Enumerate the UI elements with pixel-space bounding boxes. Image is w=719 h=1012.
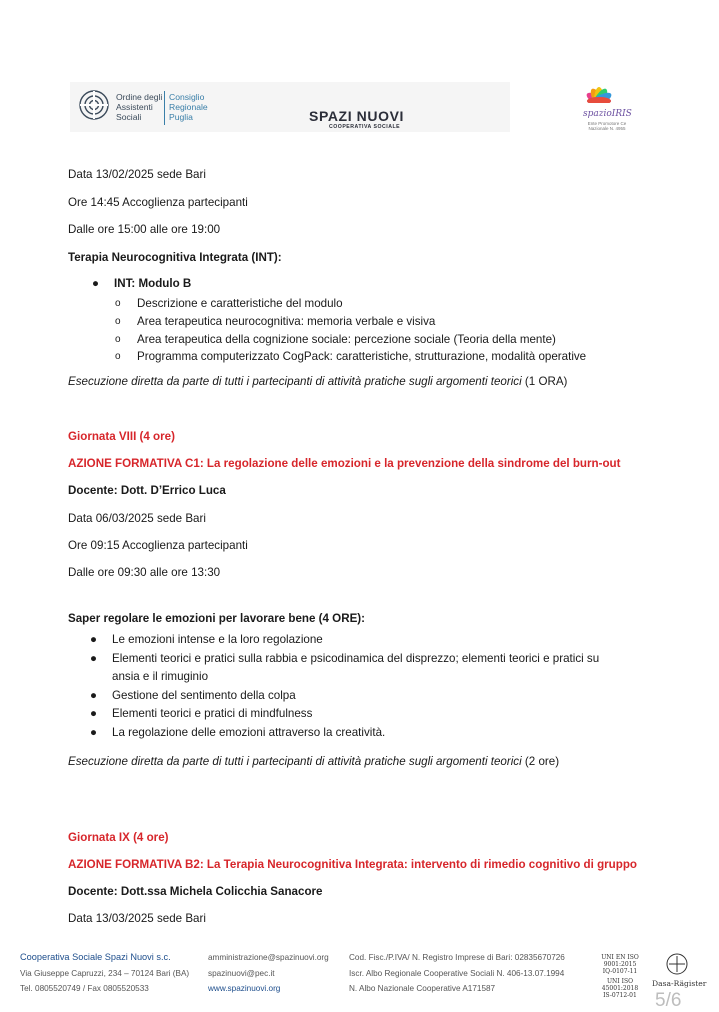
list-item: o Area terapeutica della cognizione sociale: percezione sociale (Teoria della mente): [137, 331, 586, 349]
spazi-nuovi-subtitle: COOPERATIVA SOCIALE: [329, 124, 401, 130]
module-sub-list: [115, 295, 587, 366]
header-divider: [164, 91, 165, 125]
arrival-time-line: Ore 09:15 Accoglienza partecipanti: [68, 539, 248, 552]
dasa-register-label: Dasa-Rägister: [652, 979, 707, 988]
spazio-iris-text: spazioIRIS: [583, 109, 632, 119]
dasa-certification-icon: [666, 953, 688, 975]
bullet-icon: ●: [92, 277, 100, 290]
iso-certifications: UNI EN ISO 9001:2015 IQ-0107-11 UNI ISO 45001:2018 IS-0712-01: [601, 954, 639, 999]
page-number: 5/6: [655, 990, 682, 1011]
arrival-time-line: Ore 14:45 Accoglienza partecipanti: [68, 196, 248, 209]
spazio-iris-subtitle: Ente Promotore Ce Nazionale N. 4955: [587, 121, 627, 131]
footer-company: [20, 950, 189, 997]
practice-note: Esecuzione diretta da parte di tutti i partecipanti di attività pratiche sugli argomenti teorici (2 ore): [68, 755, 560, 768]
bullet-icon: ●: [90, 707, 98, 721]
docente-line: Docente: Dott. D’Errico Luca: [68, 484, 226, 497]
ordine-assistenti-sociali-logo-icon: [78, 89, 110, 121]
list-item: o Programma computerizzato CogPack: caratteristiche, strutturazione, modalità operative: [137, 348, 586, 366]
practice-note: Esecuzione diretta da parte di tutti i partecipanti di attività pratiche sugli argomenti teorici (1 ORA): [68, 375, 568, 388]
module-list: [92, 277, 192, 295]
topics-list: [90, 631, 600, 743]
giornata-heading: Giornata VIII (4 ore): [68, 430, 175, 443]
date-line: Data 13/02/2025 sede Bari: [68, 168, 206, 181]
section-title: Terapia Neurocognitiva Integrata (INT):: [68, 251, 282, 264]
footer-contacts: [208, 950, 329, 997]
website-link[interactable]: www.spazinuovi.org: [208, 984, 281, 993]
date-line: Data 13/03/2025 sede Bari: [68, 912, 206, 925]
list-item: o Descrizione e caratteristiche del modulo: [137, 295, 586, 313]
list-item: ● Gestione del sentimento della colpa: [112, 687, 599, 706]
circle-bullet-icon: o: [115, 333, 121, 345]
circle-bullet-icon: o: [115, 351, 121, 363]
list-item-continuation: ansia e il rimuginio: [112, 670, 209, 684]
company-name: Cooperativa Sociale Spazi Nuovi s.c.: [20, 952, 171, 962]
email-admin[interactable]: amministrazione@spazinuovi.org: [208, 953, 329, 962]
azione-formativa-heading: AZIONE FORMATIVA C1: La regolazione delle emozioni e la prevenzione della sindrome del burn-out: [68, 457, 621, 470]
module-item: [92, 277, 192, 295]
ordine-text: Ordine degli Assistenti Sociali: [116, 92, 163, 123]
docente-line: Docente: Dott.ssa Michela Colicchia Sanacore: [68, 885, 323, 898]
module-label: INT: Modulo B: [114, 277, 192, 290]
email-pec[interactable]: spazinuovi@pec.it: [208, 968, 275, 978]
date-line: Data 06/03/2025 sede Bari: [68, 512, 206, 525]
circle-bullet-icon: o: [115, 315, 121, 327]
footer-registry: Cod. Fisc./P.IVA/ N. Registro Imprese di Bari: 02835670726 Iscr. Albo Regionale Cooperative Sociali N. 406-13.07.1994 N. Albo Nazionale Cooperative A171587: [349, 953, 565, 993]
consiglio-regionale-text: Consiglio Regionale Puglia: [169, 92, 208, 123]
list-item: ● Le emozioni intense e la loro regolazione: [112, 631, 599, 650]
company-phone: Tel. 0805520749 / Fax 0805520533: [20, 984, 149, 993]
section-title: Saper regolare le emozioni per lavorare bene (4 ORE):: [68, 612, 366, 625]
spazi-nuovi-logo: SPAZI NUOVI: [309, 108, 405, 124]
giornata-heading: Giornata IX (4 ore): [68, 831, 169, 844]
azione-formativa-heading: AZIONE FORMATIVA B2: La Terapia Neurocognitiva Integrata: intervento di rimedio cognitivo di gruppo: [68, 858, 637, 871]
time-range-line: Dalle ore 09:30 alle ore 13:30: [68, 566, 221, 579]
bullet-icon: ●: [90, 651, 98, 665]
bullet-icon: ●: [90, 633, 98, 646]
list-item: o Area terapeutica neurocognitiva: memoria verbale e visiva: [137, 313, 586, 331]
list-item: ● La regolazione delle emozioni attraverso la creatività.: [112, 724, 599, 743]
bullet-icon: ●: [90, 688, 98, 702]
list-item: ● Elementi teorici e pratici di mindfulness: [112, 705, 599, 724]
list-item: ● Elementi teorici e pratici sulla rabbia e psicodinamica del disprezzo; elementi teorici e pratici su: [112, 650, 599, 669]
company-address: Via Giuseppe Capruzzi, 234 – 70124 Bari (BA): [20, 968, 190, 978]
time-range-line: Dalle ore 15:00 alle ore 19:00: [68, 223, 221, 236]
circle-bullet-icon: o: [115, 298, 121, 309]
bullet-icon: ●: [90, 725, 98, 739]
